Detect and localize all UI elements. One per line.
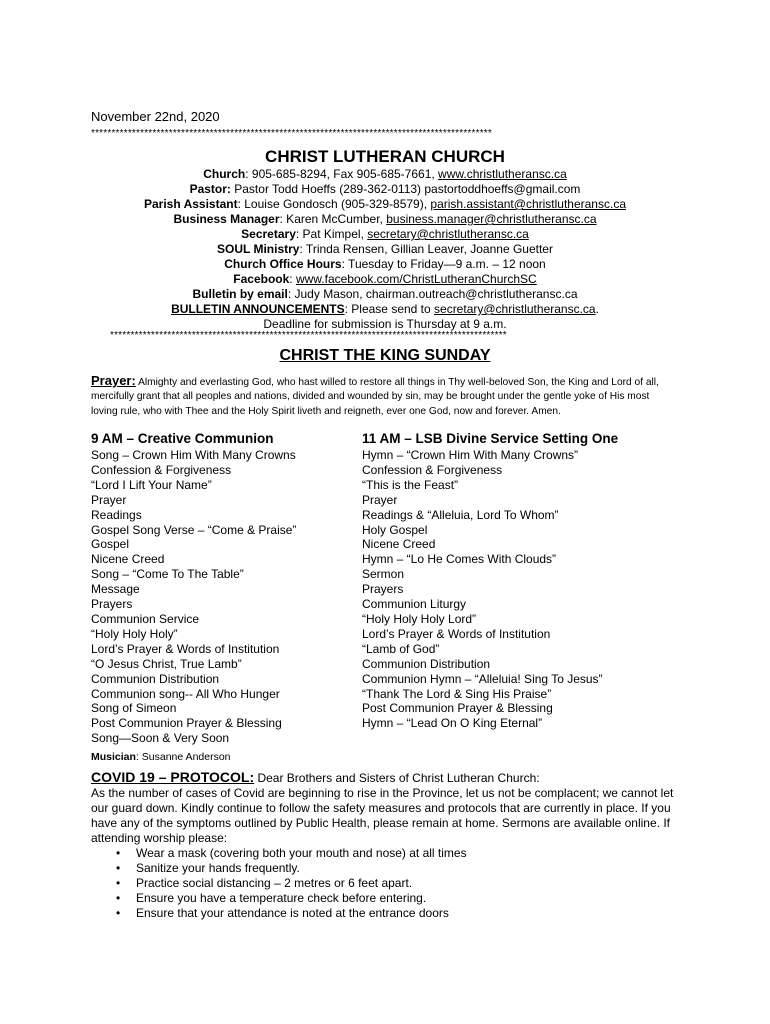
covid-bullet-list [91,846,681,921]
service-9am-item: Song – “Come To The Table” [91,567,244,582]
secretary-text: : Pat Kimpel, [295,227,368,241]
service-9am-item: Communion Distribution [91,671,220,686]
church-website-link[interactable]: www.christlutheransc.ca [438,167,567,181]
service-9am-item: Readings [91,507,142,522]
office-hours-label: Church Office Hours [224,257,342,271]
service-11am-item: Hymn – “Lead On O King Eternal” [362,716,543,731]
deadline-line: Deadline for submission is Thursday at 9 a.m. [263,317,507,331]
service-11am-item: Communion Distribution [362,656,491,671]
secretary-email-link[interactable]: secretary@christlutheransc.ca [367,227,529,241]
bulletin-date: November 22nd, 2020 [91,109,220,124]
service-11am-item: Nicene Creed [362,537,436,552]
covid-bullet-text: Ensure you have a temperature check before entering. [136,891,427,905]
facebook-label: Facebook [233,272,290,286]
bullet-icon: • [116,876,121,890]
soul-text: : Trinda Rensen, Gillian Leaver, Joanne Guetter [299,242,553,256]
pastor-text: Pastor Todd Hoeffs (289-362-0113) pastortoddhoeffs@gmail.com [230,182,581,196]
service-9am [91,431,351,746]
service-9am-item: Message [91,582,140,597]
manager-email-link[interactable]: business.manager@christlutheransc.ca [386,212,597,226]
facebook-line [0,272,770,287]
service-9am-item: Song—Soon & Very Soon [91,731,230,746]
assistant-line [0,197,770,212]
announcements-label: BULLETIN ANNOUNCEMENTS [171,302,345,316]
service-9am-item: “Lord I Lift Your Name” [91,477,212,492]
announcements-end: . [595,302,599,316]
bullet-icon: • [116,891,121,905]
assistant-text: : Louise Gondosch (905-329-8579), [237,197,431,211]
pastor-line [0,182,770,197]
office-hours-text: : Tuesday to Friday—9 a.m. – 12 noon [341,257,546,271]
service-9am-item: Song – Crown Him With Many Crowns [91,448,296,462]
announcements-text: : Please send to [344,302,435,316]
service-11am-item: “Holy Holy Holy Lord” [362,611,477,626]
manager-label: Business Manager [173,212,280,226]
office-hours-line [0,257,770,272]
prayer-paragraph [91,374,674,419]
service-11am-item: “Thank The Lord & Sing His Praise” [362,686,552,701]
service-11am-item: Hymn – “Crown Him With Many Crowns” [362,448,579,462]
service-11am-item: Prayer [362,492,398,507]
service-11am-item: Confession & Forgiveness [362,462,503,477]
prayer-label: Prayer: [91,373,136,388]
service-9am-item: Prayer [91,492,127,507]
covid-intro: Dear Brothers and Sisters of Christ Lutheran Church: [254,771,540,785]
covid-bullet-item [116,876,681,891]
service-11am [362,431,662,731]
announcements-line [0,302,770,317]
sunday-title: CHRIST THE KING SUNDAY [279,347,491,364]
church-label: Church [203,167,246,181]
covid-heading-line [91,770,681,786]
bullet-icon: • [116,906,121,920]
bullet-icon: • [116,846,121,860]
covid-bullet-item [116,891,681,906]
covid-label: COVID 19 – PROTOCOL: [91,769,255,785]
secretary-label: Secretary [241,227,296,241]
assistant-label: Parish Assistant [144,197,238,211]
service-11am-item: Prayers [362,582,404,597]
service-11am-item: Readings & “Alleluia, Lord To Whom” [362,507,559,522]
pastor-label: Pastor: [189,182,231,196]
musician-label: Musician [91,751,136,763]
service-9am-item: “Holy Holy Holy” [91,626,178,641]
service-9am-item: Confession & Forgiveness [91,462,232,477]
service-9am-item: Song of Simeon [91,701,177,716]
service-11am-item: Hymn – “Lo He Comes With Clouds” [362,552,557,567]
service-9am-item: Nicene Creed [91,552,165,567]
covid-bullet-item [116,861,681,876]
service-9am-item: Communion song-- All Who Hunger [91,686,280,701]
covid-bullet-text: Ensure that your attendance is noted at the entrance doors [136,906,449,920]
service-11am-item: Post Communion Prayer & Blessing [362,701,553,716]
secretary-line [0,227,770,242]
prayer-text: Almighty and everlasting God, who hast willed to restore all things in Thy well-beloved Son, the King and Lord of all, mercifully grant that all peoples and nations, divided and wounded by sin, may be brought under the gentle yoke of His most loving rule, who with Thee and the Holy Spirit liveth and reigneth, ever one God, now and forever. Amen. [91,377,659,417]
contact-block [0,167,770,332]
facebook-text: : [289,272,296,286]
service-9am-item: Lord’s Prayer & Words of Institution [91,641,280,656]
musician-text: : Susanne Anderson [135,751,231,763]
service-11am-item: “This is the Feast” [362,477,459,492]
soul-line [0,242,770,257]
soul-label: SOUL Ministry [217,242,300,256]
service-11am-heading: 11 AM – LSB Divine Service Setting One [362,431,619,446]
service-9am-item: Post Communion Prayer & Blessing [91,716,282,731]
service-9am-item: “O Jesus Christ, True Lamb” [91,656,242,671]
covid-body: As the number of cases of Covid are beginning to rise in the Province, let us not be complacent; we cannot let our guard down. Kindly continue to follow the safety measures and protocols that are currently in place. If you have any of the symptoms outlined by Public Health, please remain at home. Sermons are available online. If attending worship please: [91,786,674,845]
church-line [0,167,770,182]
service-9am-list [91,448,351,746]
service-11am-item: Holy Gospel [362,522,428,537]
service-11am-list [362,448,662,731]
covid-bullet-text: Wear a mask (covering both your mouth and nose) at all times [136,846,467,860]
service-11am-item: Lord’s Prayer & Words of Institution [362,626,551,641]
covid-bullet-item [116,906,681,921]
service-9am-heading: 9 AM – Creative Communion [91,431,274,446]
covid-bullet-text: Sanitize your hands frequently. [136,861,300,875]
bullet-icon: • [116,861,121,875]
service-11am-item: Communion Liturgy [362,597,467,612]
bulletin-email-text: : Judy Mason, chairman.outreach@christlutheransc.ca [287,287,578,301]
manager-text: : Karen McCumber, [279,212,387,226]
star-divider-bottom: ************************************************************************************************* [110,330,507,341]
service-9am-item: Gospel Song Verse – “Come & Praise” [91,522,297,537]
service-9am-item: Gospel [91,537,130,552]
bulletin-email-label: Bulletin by email [192,287,288,301]
facebook-link[interactable]: www.facebook.com/ChristLutheranChurchSC [295,272,537,286]
service-11am-item: Sermon [362,567,405,582]
church-title: CHRIST LUTHERAN CHURCH [265,147,505,166]
star-divider-top: ************************************************************************************************** [91,128,492,139]
covid-section [91,770,681,921]
musician-line [91,751,231,763]
church-text: : 905-685-8294, Fax 905-685-7661, [245,167,439,181]
service-11am-item: “Lamb of God” [362,641,440,656]
manager-line [0,212,770,227]
covid-bullet-text: Practice social distancing – 2 metres or 6 feet apart. [136,876,413,890]
service-11am-item: Communion Hymn – “Alleluia! Sing To Jesus” [362,671,603,686]
announcements-email-link[interactable]: secretary@christlutheransc.ca [434,302,596,316]
service-9am-item: Communion Service [91,611,200,626]
bulletin-email-line [0,287,770,302]
assistant-email-link[interactable]: parish.assistant@christlutheransc.ca [430,197,626,211]
covid-bullet-item [116,846,681,861]
service-9am-item: Prayers [91,597,133,612]
